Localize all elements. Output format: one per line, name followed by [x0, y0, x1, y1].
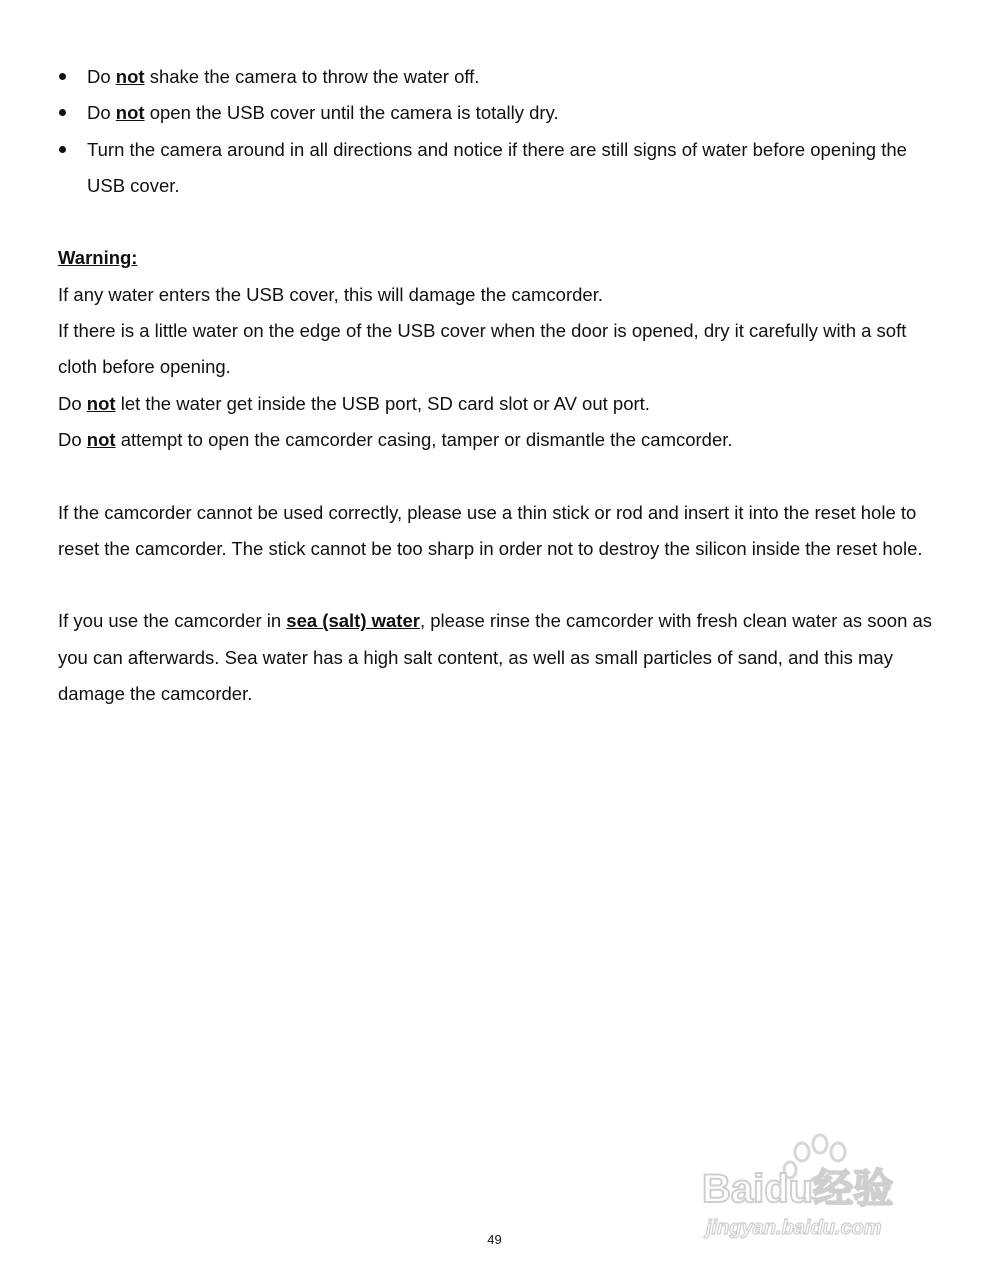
- emphasis-not: not: [115, 102, 145, 124]
- bullet-icon: [59, 146, 66, 153]
- document-body: [58, 59, 938, 712]
- reset-paragraph: If the camcorder cannot be used correctly, please use a thin stick or rod and insert it into the reset hole to reset the camcorder. The stick cannot be too sharp in order not to destroy the silicon inside the reset hole.: [58, 501, 923, 559]
- list-item: Do not shake the camera to throw the water off.: [58, 59, 938, 95]
- bullet-icon: [59, 109, 66, 116]
- warning-line: If any water enters the USB cover, this will damage the camcorder.: [58, 283, 603, 305]
- svg-text:jingyan.baidu.com: jingyan.baidu.com: [706, 1217, 882, 1239]
- baidu-paw-logo-icon: [698, 1130, 938, 1245]
- warning-line: Do not attempt to open the camcorder casing, tamper or dismantle the camcorder.: [58, 428, 733, 450]
- list-item: Do not open the USB cover until the camera is totally dry.: [58, 95, 938, 131]
- baidu-watermark: [698, 1130, 938, 1245]
- svg-text:Baidu经验: Baidu经验: [702, 1167, 894, 1211]
- bullet-icon: [59, 73, 66, 80]
- warning-line: Do not let the water get inside the USB port, SD card slot or AV out port.: [58, 392, 650, 414]
- precautions-list: [58, 59, 938, 204]
- emphasis-not: not: [115, 66, 145, 87]
- warning-heading: Warning:: [58, 247, 138, 269]
- sea-water-paragraph: If you use the camcorder in sea (salt) water, please rinse the camcorder with fresh clean water as soon as you can afterwards. Sea water has a high salt content, as well as small particles of sand, and this may damage the camcorder.: [58, 610, 933, 705]
- emphasis-not: not: [86, 428, 116, 450]
- list-item: Turn the camera around in all directions and notice if there are still signs of water before opening the USB cover.: [58, 132, 938, 205]
- emphasis-sea-water: sea (salt) water: [286, 610, 420, 632]
- warning-line: If there is a little water on the edge of the USB cover when the door is opened, dry it carefully with a soft cloth before opening.: [58, 320, 907, 378]
- emphasis-not: not: [86, 392, 116, 414]
- page-number: 49: [487, 1232, 502, 1247]
